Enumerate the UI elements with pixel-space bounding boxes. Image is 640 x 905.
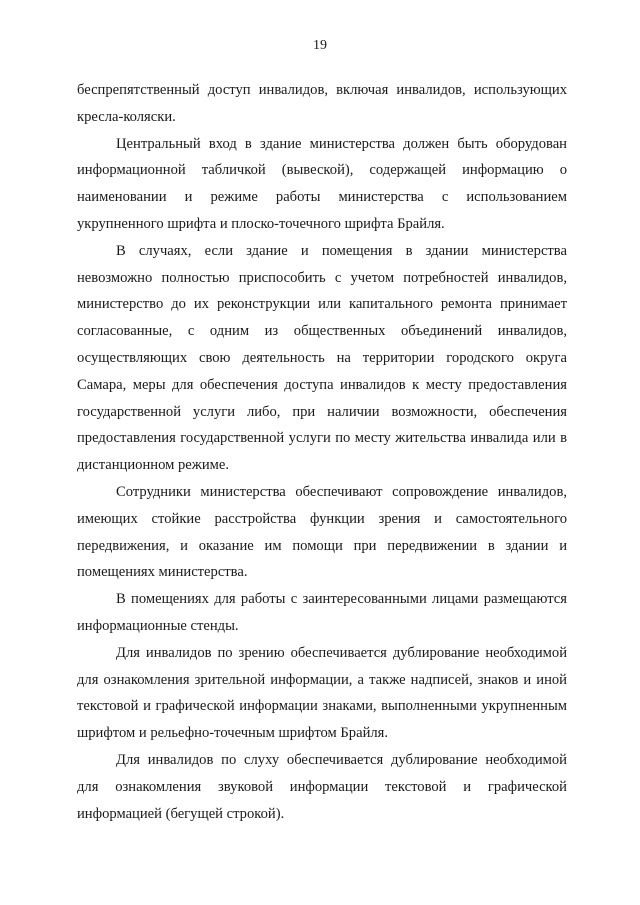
paragraph-3: В случаях, если здание и помещения в здании министерства невозможно полностью приспособить с учетом потребностей инвалидов, министерство до их реконструкции или капитального ремонта принимает согласованные, с одним из общественных объединений инвалидов, осуществляющих свою деятельность на территории городского округа Самара, меры для обеспечения доступа инвалидов к месту предоставления государственной услуги либо, при наличии возможности, обеспечения предоставления государственной услуги по месту жительства инвалида или в дистанционном режиме.: [77, 242, 567, 474]
page-number: 19: [313, 38, 327, 53]
paragraph-2: Центральный вход в здание министерства должен быть оборудован информационной табличкой (вывеской), содержащей информацию о наименовании и режиме работы министерства с использованием укрупненного шрифта и плоско-точечного шрифта Брайля.: [77, 135, 567, 232]
paragraph-6: Для инвалидов по зрению обеспечивается дублирование необходимой для ознакомления зрительной информации, а также надписей, знаков и иной текстовой и графической информации знаками, выполненными укрупненным шрифтом и рельефно-точечным шрифтом Брайля.: [77, 644, 567, 742]
document-body: [77, 77, 567, 827]
paragraph-5: В помещениях для работы с заинтересованными лицами размещаются информационные стенды.: [77, 591, 567, 634]
paragraph-4: Сотрудники министерства обеспечивают сопровождение инвалидов, имеющих стойкие расстройства функции зрения и самостоятельного передвижения, и оказание им помощи при передвижении в здании и помещениях министерства.: [77, 483, 567, 581]
paragraph-1: беспрепятственный доступ инвалидов, включая инвалидов, использующих кресла-коляски.: [77, 82, 567, 125]
paragraph-7: Для инвалидов по слуху обеспечивается дублирование необходимой для ознакомления звуковой информации текстовой и графической информацией (бегущей строкой).: [77, 751, 567, 822]
